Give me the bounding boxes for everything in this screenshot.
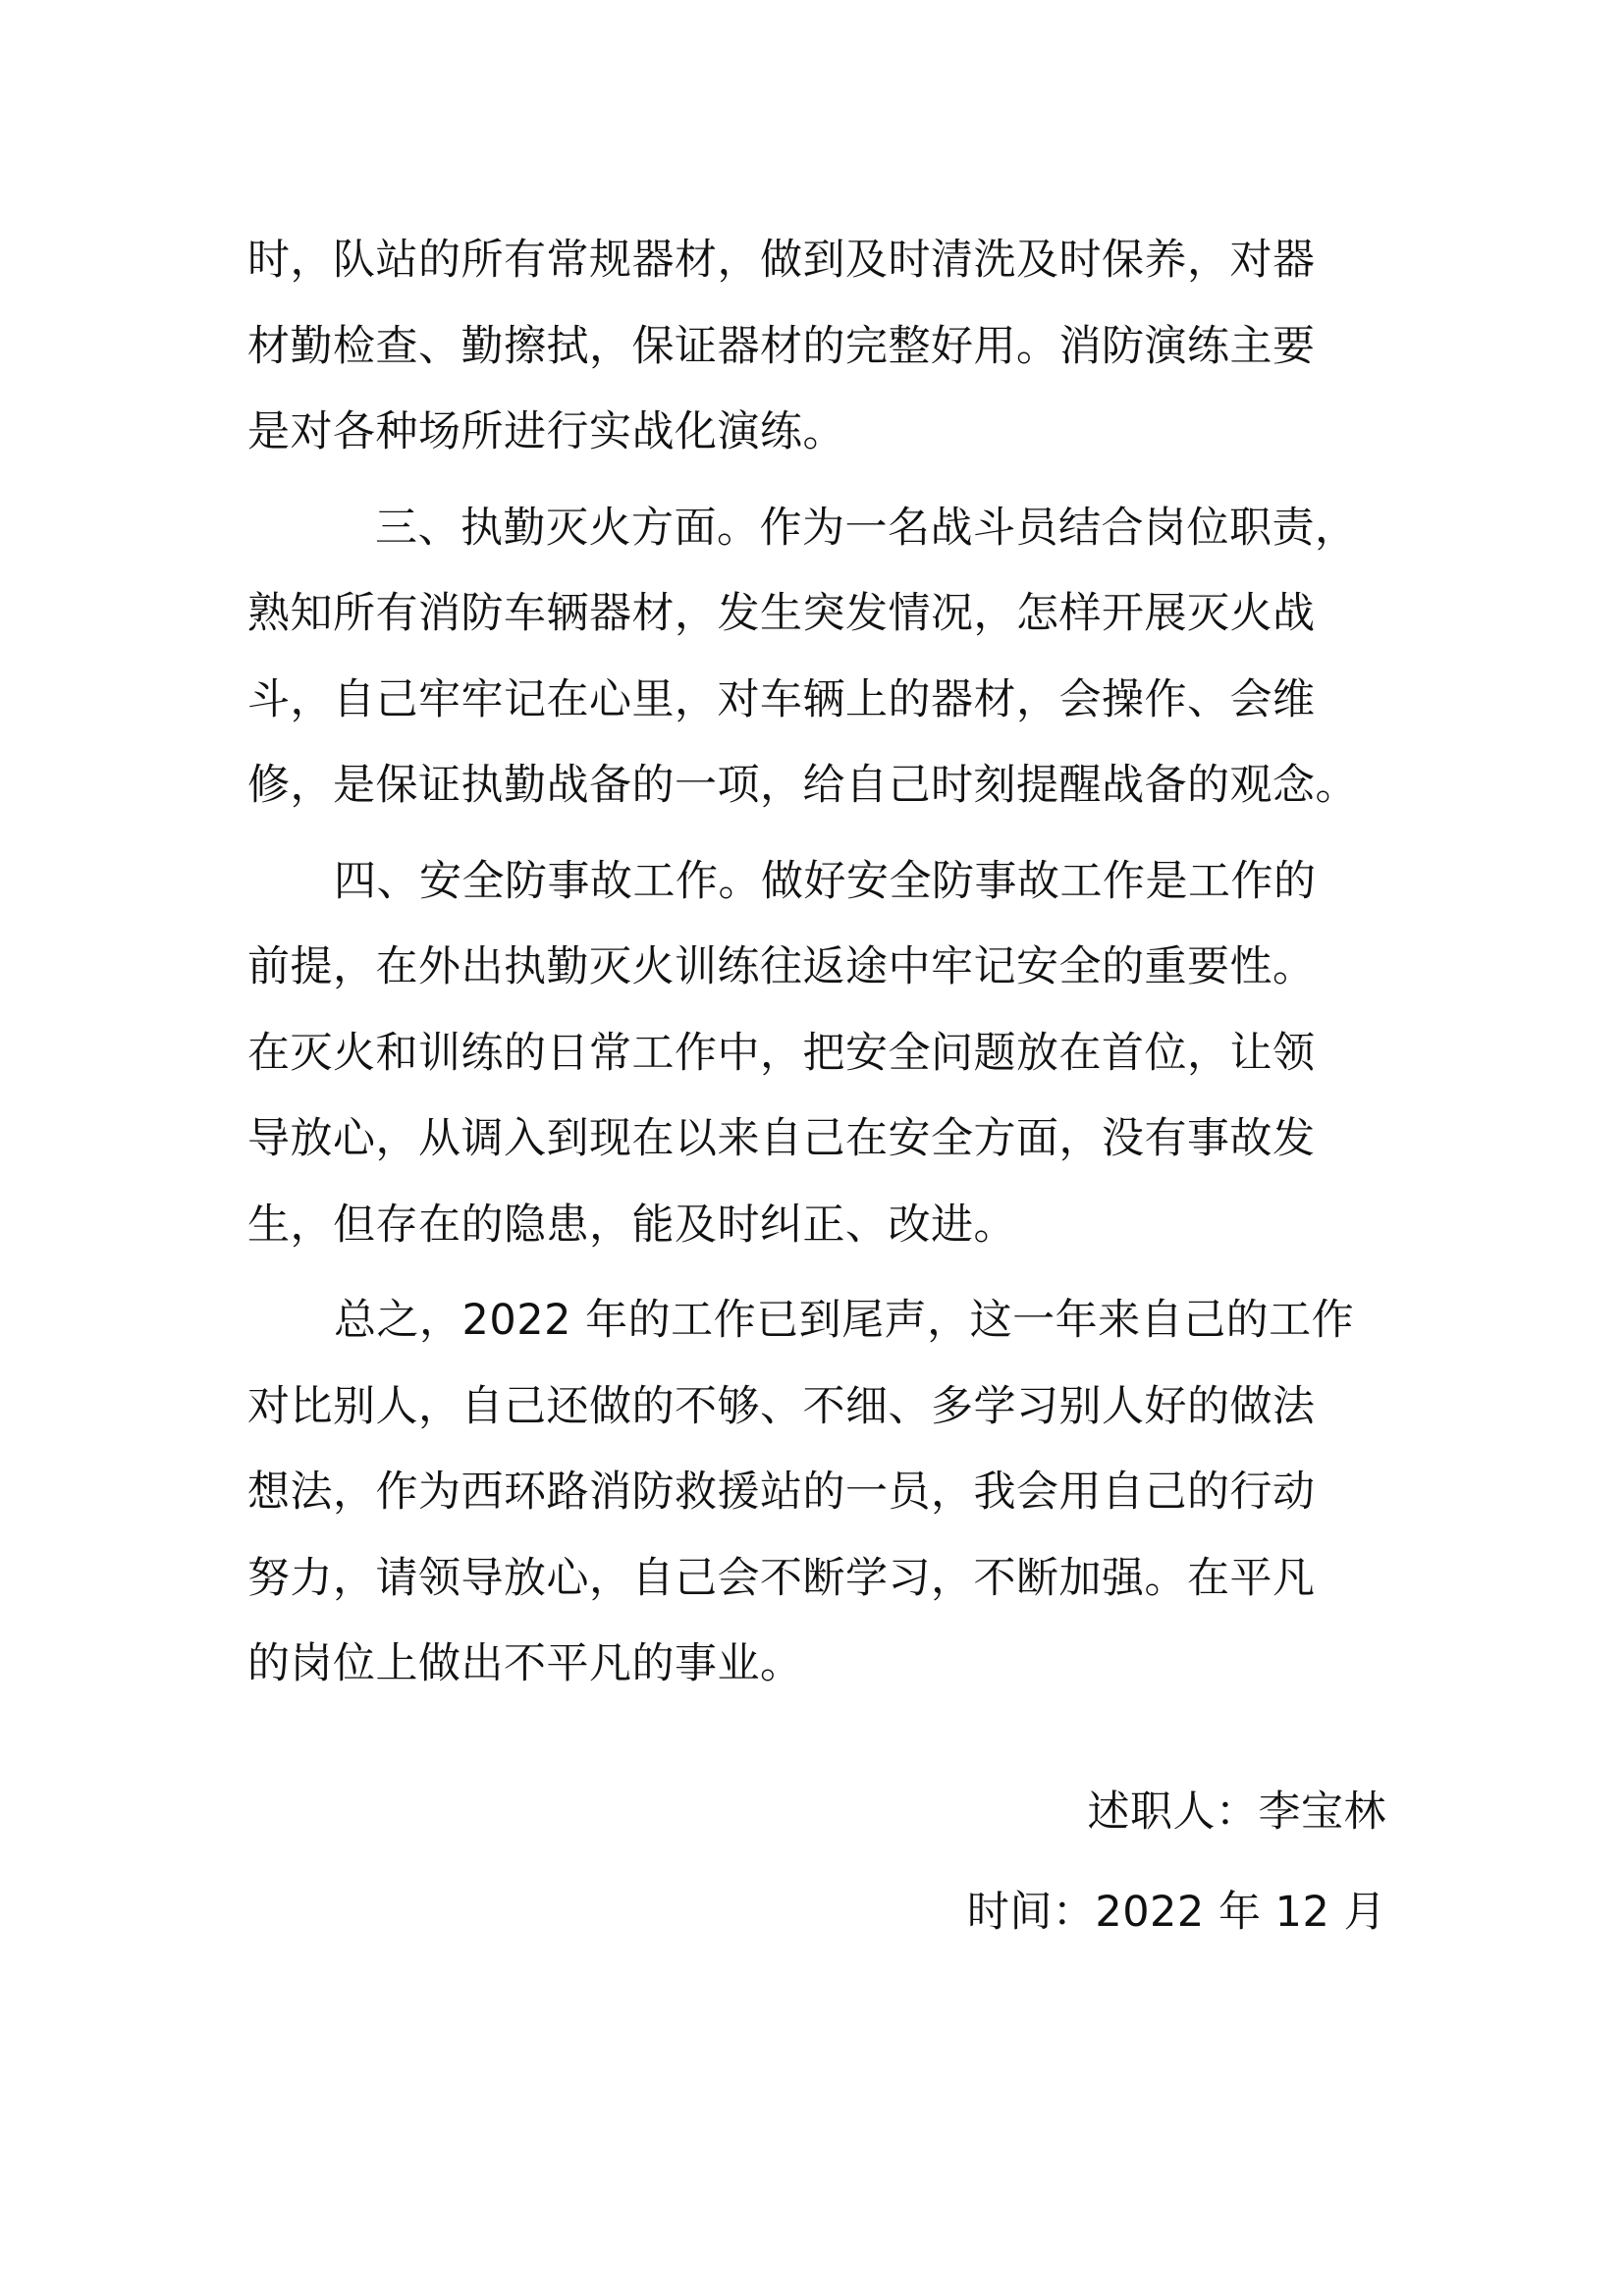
text-line: 斗，自己牢牢记在心里，对车辆上的器材，会操作、会维 xyxy=(247,674,1316,724)
text-line: 前提，在外出执勤灭火训练往返途中牢记安全的重要性。 xyxy=(247,942,1316,991)
text-line: 在灭火和训练的日常工作中，把安全问题放在首位，让领 xyxy=(247,1028,1316,1078)
text-line: 时，队站的所有常规器材，做到及时清洗及时保养，对器 xyxy=(247,236,1316,285)
text-line: 修，是保证执勤战备的一项，给自己时刻提醒战备的观念。 xyxy=(247,761,1358,810)
text-line: 想法，作为西环路消防救援站的一员，我会用自己的行动 xyxy=(247,1468,1316,1517)
text-line: 四、安全防事故工作。做好安全防事故工作是工作的 xyxy=(334,856,1317,906)
text-line: 生，但存在的隐患，能及时纠正、改进。 xyxy=(247,1200,1016,1250)
text-line: 总之，2022 年的工作已到尾声，这一年来自己的工作 xyxy=(334,1296,1355,1345)
text-line: 对比别人，自己还做的不够、不细、多学习别人好的做法 xyxy=(247,1381,1316,1431)
signature-date: 时间：2022 年 12 月 xyxy=(966,1888,1386,1937)
text-line: 材勤检查、勤擦拭，保证器材的完整好用。消防演练主要 xyxy=(247,321,1316,371)
document-body xyxy=(247,218,1386,1708)
signature-author: 述职人：李宝林 xyxy=(1087,1788,1386,1837)
text-line: 是对各种场所进行实战化演练。 xyxy=(247,407,845,456)
text-line: 熟知所有消防车辆器材，发生突发情况，怎样开展灭火战 xyxy=(247,589,1316,638)
paragraph-continuation xyxy=(247,218,1386,476)
paragraph-section-four xyxy=(247,839,1386,1269)
text-line: 努力，请领导放心，自己会不断学习，不断加强。在平凡 xyxy=(247,1553,1316,1603)
text-line: 导放心，从调入到现在以来自己在安全方面，没有事故发 xyxy=(247,1114,1316,1163)
text-line: 的岗位上做出不平凡的事业。 xyxy=(247,1639,803,1688)
paragraph-section-three xyxy=(247,486,1386,829)
paragraph-summary xyxy=(247,1278,1386,1708)
signature-block xyxy=(967,1762,1386,1962)
text-line: 三、执勤灭火方面。作为一名战斗员结合岗位职责， xyxy=(375,503,1358,553)
